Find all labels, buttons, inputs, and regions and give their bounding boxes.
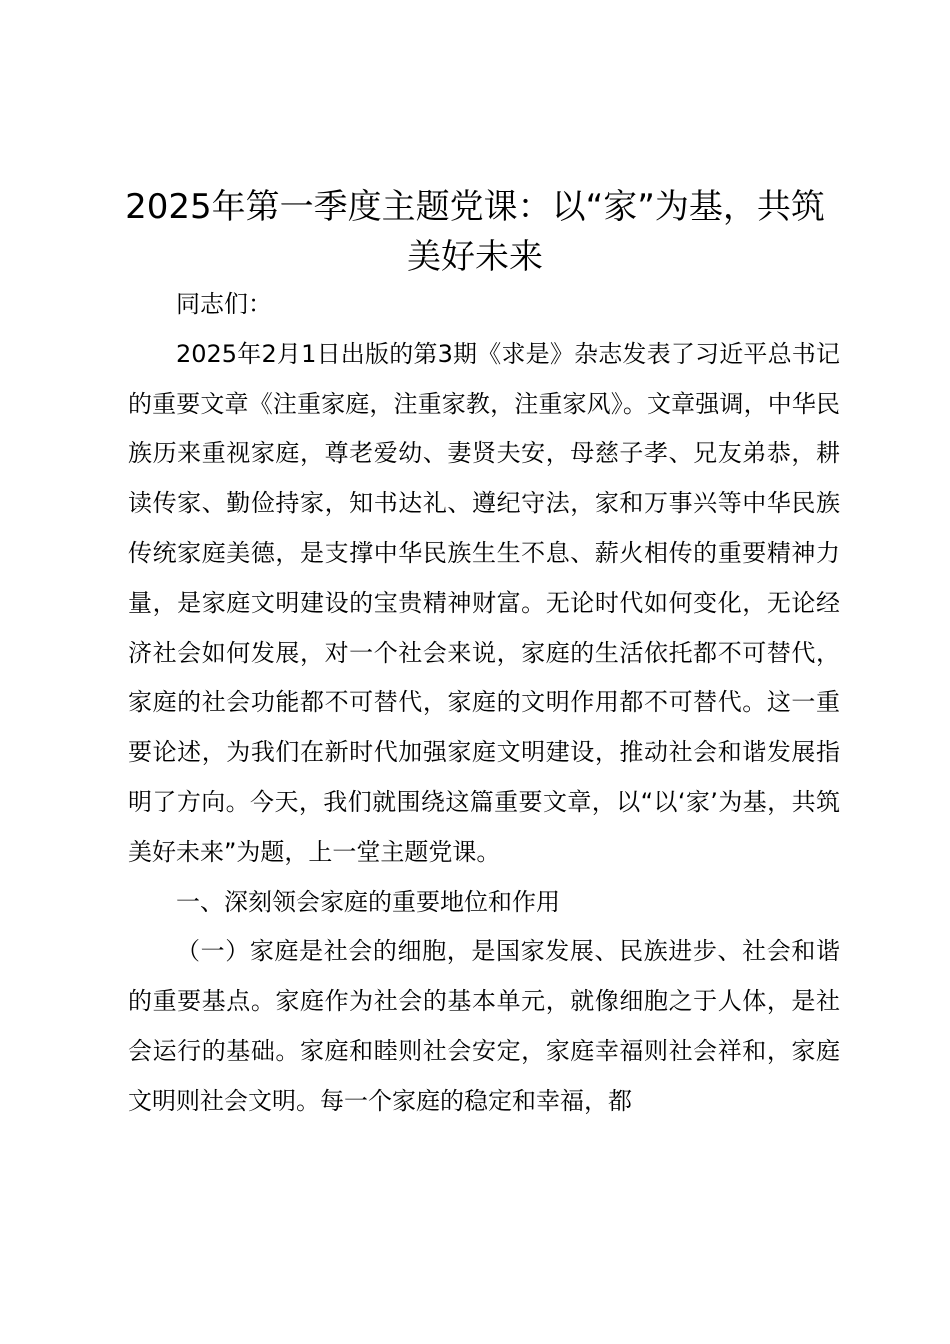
body-paragraph: 2025年2月1日出版的第3期《求是》杂志发表了习近平总书记的重要文章《注重家庭，注重家教，注重家风》。文章强调，中华民族历来重视家庭，尊老爱幼、妻贤夫安，母慈子孝、兄友弟恭，耕读传家、勤俭持家，知书达礼、遵纪守法，家和万事兴等中华民族传统家庭美德，是支撑中华民族生生不息、薪火相传的重要精神力量，是家庭文明建设的宝贵精神财富。无论时代如何变化，无论经济社会如何发展，对一个社会来说，家庭的生活依托都不可替代，家庭的社会功能都不可替代，家庭的文明作用都不可替代。这一重要论述，为我们在新时代加强家庭文明建设，推动社会和谐发展指明了方向。今天，我们就围绕这篇重要文章，以“以‘家’为基，共筑美好未来”为题，上一堂主题党课。: [128, 339, 840, 866]
document-body: [128, 280, 840, 1127]
salutation: 同志们：: [176, 290, 272, 318]
section-heading: 一、深刻领会家庭的重要地位和作用: [176, 887, 560, 916]
document-title: 2025年第一季度主题党课：以“家”为基，共筑美好未来: [125, 187, 825, 277]
body-paragraph: （一）家庭是社会的细胞，是国家发展、民族进步、社会和谐的重要基点。家庭作为社会的基本单元，就像细胞之于人体，是社会运行的基础。家庭和睦则社会安定，家庭幸福则社会祥和，家庭文明则社会文明。每一个家庭的稳定和幸福，都: [128, 937, 840, 1115]
